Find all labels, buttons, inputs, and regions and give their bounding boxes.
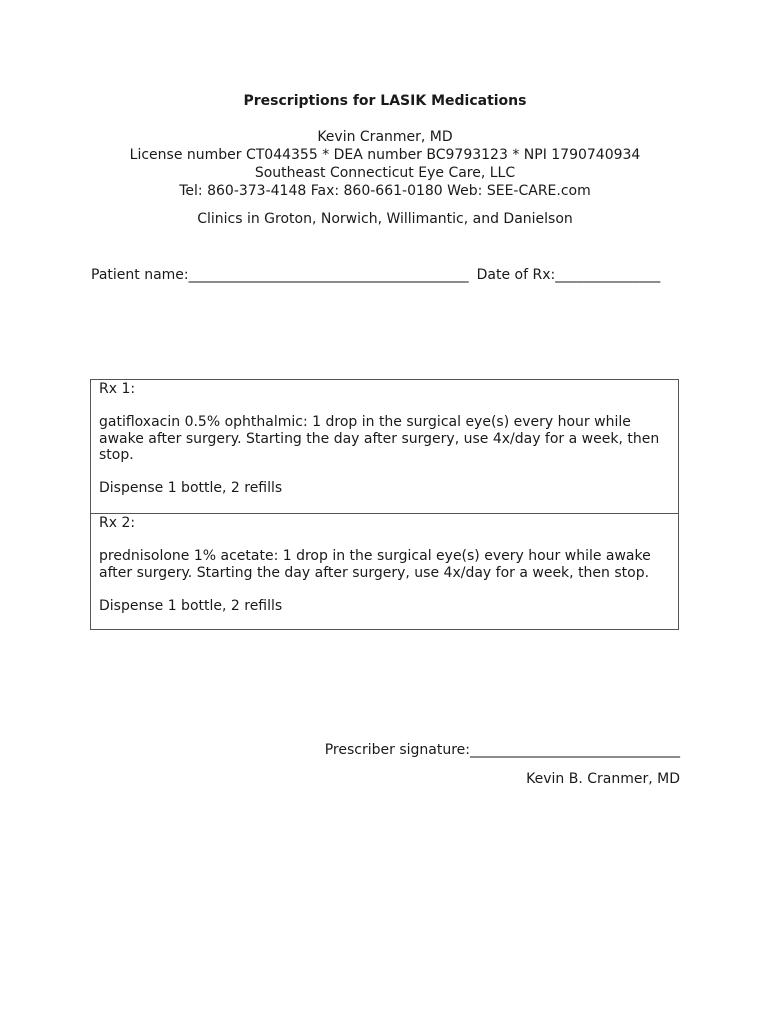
rx-2-instructions-line-1: prednisolone 1% acetate: 1 drop in the surgical eye(s) every hour while awake (99, 548, 651, 564)
rx-1-instructions-line-3: stop. (99, 447, 134, 463)
document-title: Prescriptions for LASIK Medications (243, 93, 527, 109)
rx-1-cell (91, 380, 678, 513)
rx-1-instructions-line-1: gatifloxacin 0.5% ophthalmic: 1 drop in the surgical eye(s) every hour while (99, 414, 631, 430)
patient-name-field[interactable]: Patient name:________________________________________ (91, 267, 469, 283)
company-name: Southeast Connecticut Eye Care, LLC (254, 165, 516, 181)
rx-1-instructions-line-2: awake after surgery. Starting the day after surgery, use 4x/day for a week, then (99, 430, 660, 447)
signer-name: Kevin B. Cranmer, MD (526, 771, 680, 787)
rx-2-label: Rx 2: (99, 515, 136, 531)
rx-2-cell (91, 513, 678, 629)
patient-row (91, 267, 660, 284)
rx-2-instructions-line-2: after surgery. Starting the day after surgery, use 4x/day for a week, then stop. (99, 564, 650, 581)
prescriber-signature-field[interactable]: Prescriber signature:______________________________ (324, 742, 680, 758)
contact-line: Tel: 860-373-4148 Fax: 860-661-0180 Web: SEE-CARE.com (179, 183, 591, 199)
prescription-table (90, 379, 679, 630)
rx-1-dispense: Dispense 1 bottle, 2 refills (99, 480, 283, 496)
rx-1-label: Rx 1: (99, 381, 136, 397)
rx-2-dispense: Dispense 1 bottle, 2 refills (99, 597, 283, 614)
date-of-rx-field[interactable]: Date of Rx:_______________ (476, 267, 661, 283)
clinics-line: Clinics in Groton, Norwich, Willimantic, and Danielson (197, 211, 573, 227)
doctor-name: Kevin Cranmer, MD (317, 129, 453, 145)
license-line: License number CT044355 * DEA number BC9793123 * NPI 1790740934 (129, 147, 641, 163)
